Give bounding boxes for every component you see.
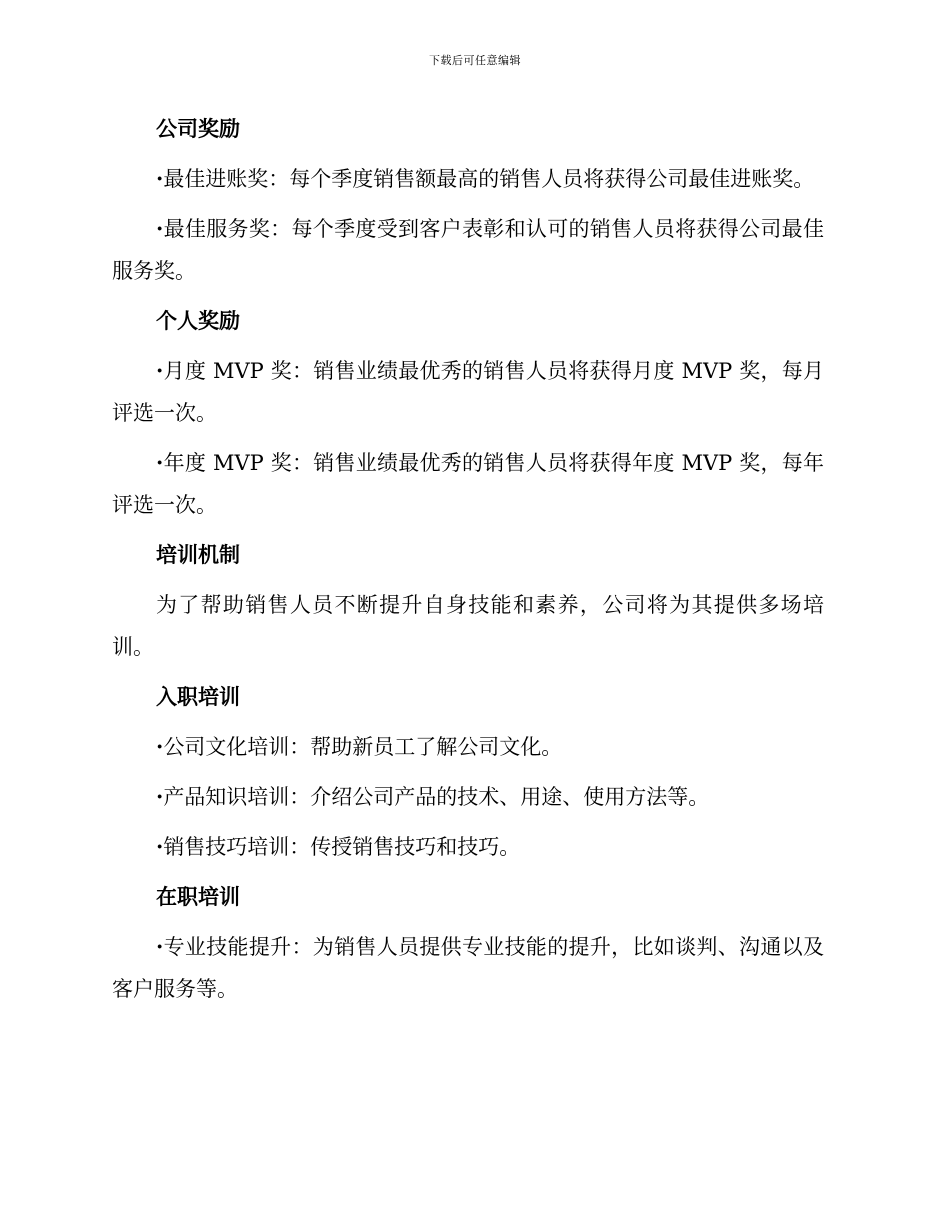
section-heading-company-awards: 公司奖励 [156,116,240,141]
document-body [112,108,824,1018]
bullet-text: 产品知识培训：介绍公司产品的技术、用途、使用方法等。 [163,785,710,809]
bullet-text: 专业技能提升：为销售人员提供专业技能的提升，比如谈判、沟通以及客户服务等。 [112,935,824,1001]
header-note: 下载后可任意编辑 [429,54,521,67]
bullet-monthly-mvp [112,350,824,434]
bullet-culture-training [112,726,824,768]
paragraph-training-intro: 为了帮助销售人员不断提升自身技能和素养，公司将为其提供多场培训。 [112,593,824,659]
bullet-product-training [112,776,824,818]
bullet-marker: · [156,834,164,859]
bullet-marker: · [156,216,164,241]
bullet-text: 最佳进账奖：每个季度销售额最高的销售人员将获得公司最佳进账奖。 [163,167,815,191]
bullet-annual-mvp [112,442,824,526]
bullet-sales-skills-training [112,826,824,868]
bullet-best-service-award [112,208,824,292]
section-heading-on-the-job-training: 在职培训 [156,884,240,909]
bullet-professional-skills [112,926,824,1010]
bullet-marker: · [156,358,164,383]
section-heading-onboarding-training: 入职培训 [156,684,240,709]
section-heading-training-mechanism: 培训机制 [156,542,240,567]
bullet-text: 月度 MVP 奖：销售业绩最优秀的销售人员将获得月度 MVP 奖，每月评选一次。 [112,359,824,425]
bullet-best-revenue-award [112,158,824,200]
bullet-text: 公司文化培训：帮助新员工了解公司文化。 [163,735,563,759]
bullet-text: 年度 MVP 奖：销售业绩最优秀的销售人员将获得年度 MVP 奖，每年评选一次。 [112,451,824,517]
bullet-text: 销售技巧培训：传授销售技巧和技巧。 [163,835,521,859]
bullet-marker: · [156,934,164,959]
bullet-marker: · [156,450,164,475]
bullet-marker: · [156,784,164,809]
bullet-text: 最佳服务奖：每个季度受到客户表彰和认可的销售人员将获得公司最佳服务奖。 [112,217,824,283]
section-heading-personal-awards: 个人奖励 [156,308,240,333]
bullet-marker: · [156,734,164,759]
bullet-marker: · [156,166,164,191]
